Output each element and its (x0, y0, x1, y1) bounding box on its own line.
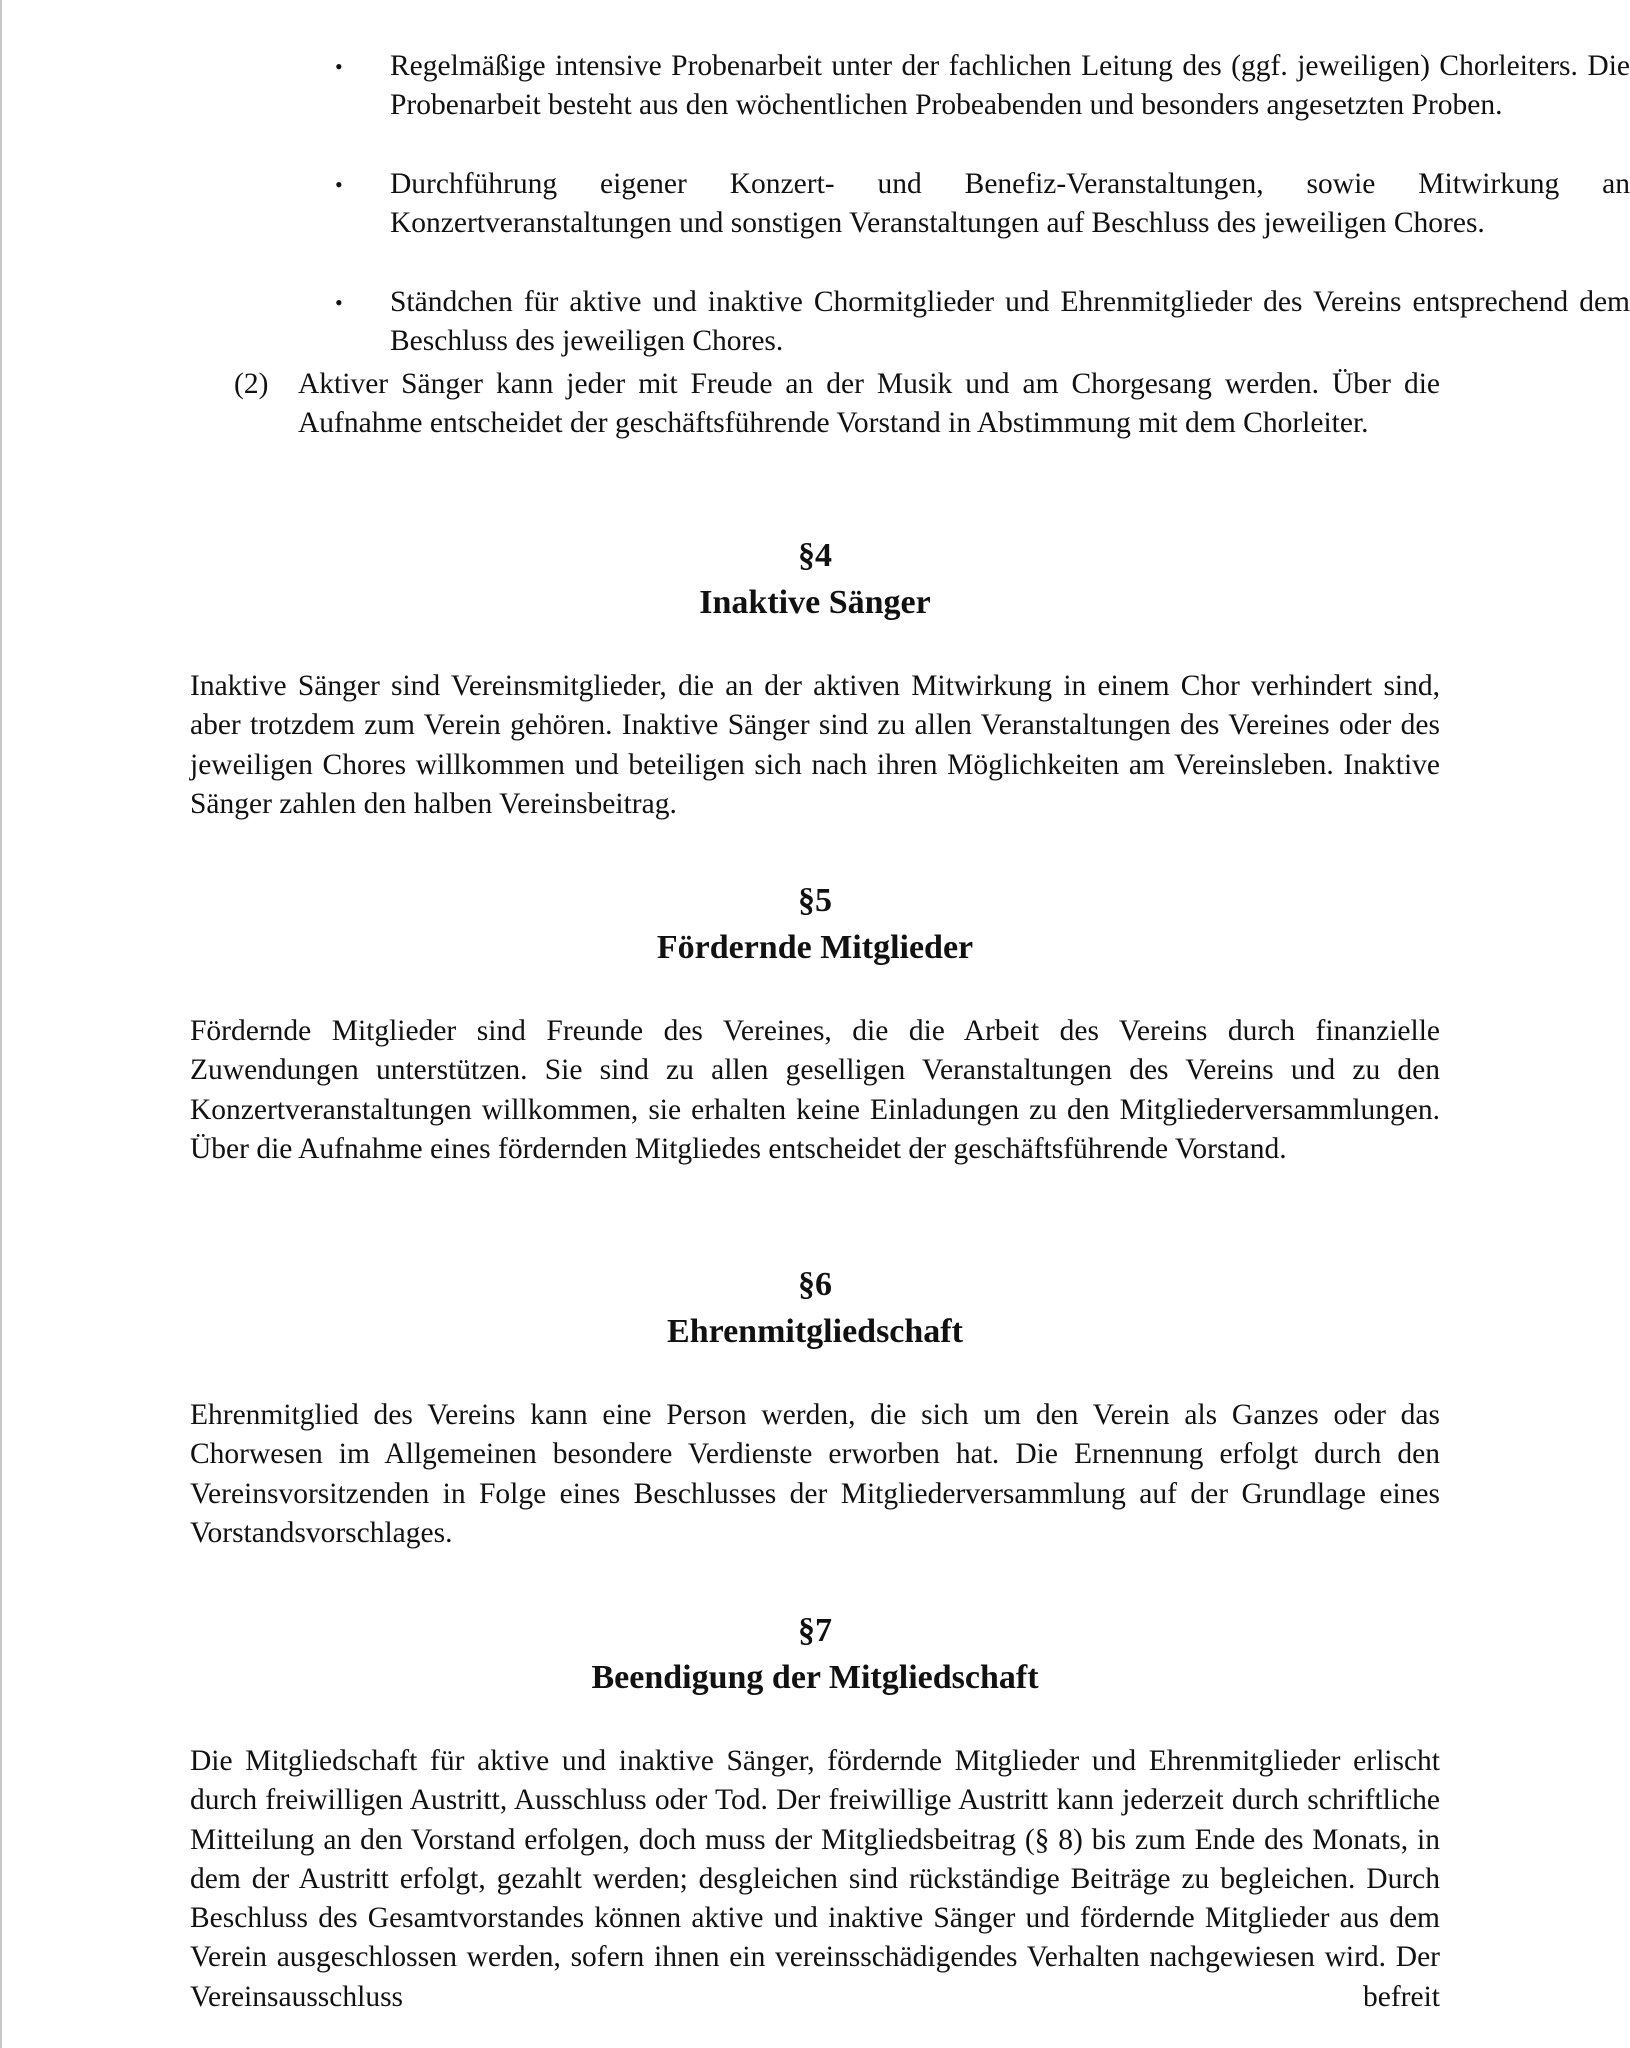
section-body: Die Mitgliedschaft für aktive und inaktive Sänger, fördernde Mitglieder und Ehrenmitglieder erlischt durch freiwilligen Austritt, Ausschluss oder Tod. Der freiwillige Austritt kann jederzeit durch schriftliche Mitteilung an den Vorstand erfolgen, doch muss der Mitgliedsbeitrag (§ 8) bis zum Ende des Monats, in dem der Austritt erfolgt, gezahlt werden; desgleichen sind rückständige Beiträge zu begleichen. Durch Beschluss des Gesamtvorstandes können aktive und inaktive Sänger und fördernde Mitglieder aus dem Verein ausgeschlossen werden, sofern ihnen ein vereinsschädigendes Verhalten nachgewiesen wird. Der Vereinsausschluss befreit (190, 1745, 1440, 2013)
section-number: §4 (798, 537, 832, 574)
section-heading (190, 1607, 1440, 1701)
paragraph-number: (2) (234, 368, 269, 400)
bullet-icon: • (335, 172, 343, 197)
numbered-paragraph (234, 365, 1440, 444)
section-number: §5 (798, 882, 832, 919)
section-title: Beendigung der Mitgliedschaft (591, 1659, 1039, 1696)
section-heading (190, 877, 1440, 971)
bullet-icon: • (335, 290, 343, 315)
bullet-item (335, 283, 1630, 362)
section-title: Fördernde Mitglieder (656, 929, 974, 966)
bullet-item (335, 47, 1630, 165)
section-title: Ehrenmitgliedschaft (667, 1313, 963, 1350)
bullet-item (335, 165, 1630, 283)
bullet-list (335, 47, 1630, 362)
section-title: Inaktive Sänger (699, 584, 931, 621)
bullet-text: Regelmäßige intensive Probenarbeit unter der fachlichen Leitung des (ggf. jeweiligen) Chorleiters. Die Probenarbeit besteht aus den wöchentlichen Probeabenden und besonders angesetzten Proben. (390, 50, 1630, 122)
bullet-text: Durchführung eigener Konzert- und Benefiz-Veranstaltungen, sowie Mitwirkung an Konzertveranstaltungen und sonstigen Veranstaltungen auf Beschluss des jeweiligen Chores. (390, 168, 1630, 240)
paragraph-text: Aktiver Sänger kann jeder mit Freude an der Musik und am Chorgesang werden. Über die Aufnahme entscheidet der geschäftsführende Vorstand in Abstimmung mit dem Chorleiter. (298, 368, 1440, 440)
section-number: §6 (798, 1266, 832, 1303)
page-edge (0, 0, 2, 2048)
section-heading (190, 532, 1440, 626)
bullet-icon: • (335, 54, 343, 79)
section-heading (190, 1261, 1440, 1355)
section-body: Fördernde Mitglieder sind Freunde des Vereines, die die Arbeit des Vereins durch finanzielle Zuwendungen unterstützen. Sie sind zu allen geselligen Veranstaltungen des Vereins und zu den Konzertveranstaltungen willkommen, sie erhalten keine Einladungen zu den Mitgliederversammlungen. Über die Aufnahme eines fördernden Mitgliedes entscheidet der geschäftsführende Vorstand. (190, 1015, 1440, 1165)
bullet-text: Ständchen für aktive und inaktive Chormitglieder und Ehrenmitglieder des Vereins entsprechend dem Beschluss des jeweiligen Chores. (390, 286, 1630, 358)
section-number: §7 (798, 1612, 832, 1649)
section-body: Inaktive Sänger sind Vereinsmitglieder, die an der aktiven Mitwirkung in einem Chor verhindert sind, aber trotzdem zum Verein gehören. Inaktive Sänger sind zu allen Veranstaltungen des Vereines oder des jeweiligen Chores willkommen und beteiligen sich nach ihren Möglichkeiten am Vereinsleben. Inaktive Sänger zahlen den halben Vereinsbeitrag. (190, 670, 1440, 820)
section-body: Ehrenmitglied des Vereins kann eine Person werden, die sich um den Verein als Ganzes oder das Chorwesen im Allgemeinen besondere Verdienste erworben hat. Die Ernennung erfolgt durch den Vereinsvorsitzenden in Folge eines Beschlusses der Mitgliederversammlung auf der Grundlage eines Vorstandsvorschlages. (190, 1399, 1440, 1549)
